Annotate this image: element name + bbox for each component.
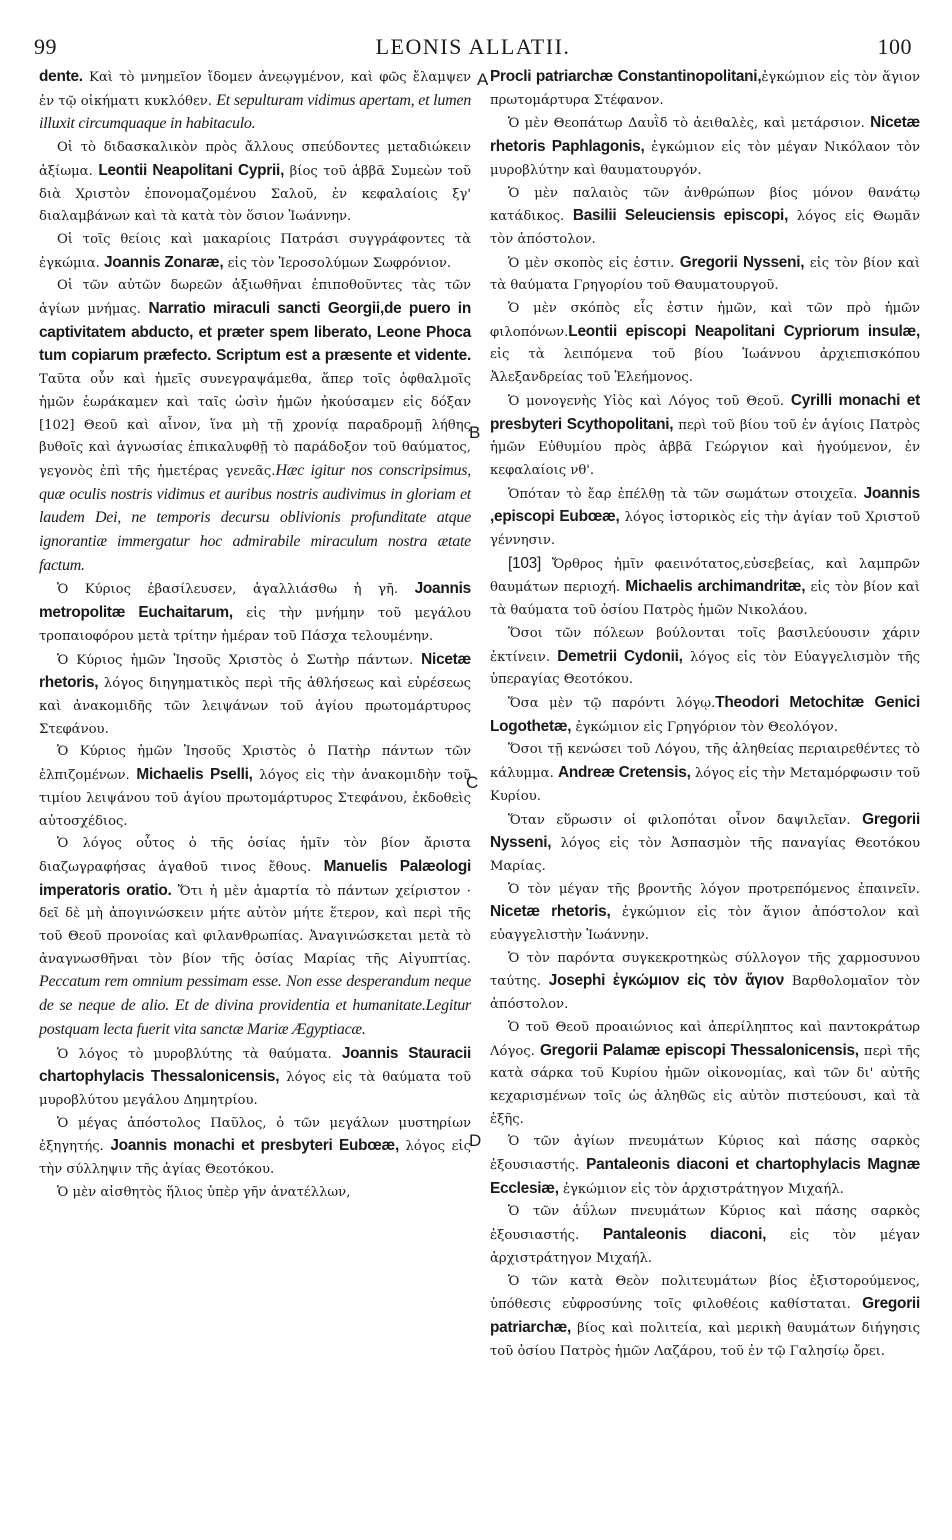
incipit: Ὁ τὸν μέγαν τῆς βροντῆς λόγον προτρεπόμενος ἐπαινεῖν.	[508, 881, 920, 897]
author-name: Procli patriarchæ Constantinopolitani,	[490, 68, 762, 85]
work-title: λόγος εἰς τὸν Ἀσπασμὸν τῆς παναγίας Θεοτόκου Μαρίας.	[490, 836, 920, 874]
column-marker: [103]	[508, 554, 552, 572]
margin-letter-a: A	[477, 70, 489, 89]
work-title: εἰς τὸν Ἱεροσολύμων Σωφρόνιον.	[223, 255, 452, 271]
incipit: Ὁ μέγας ἀπόστολος Παῦλος, ὁ τῶν μεγάλων μυστηρίων ἐξηγητής.	[39, 1115, 471, 1155]
work-title: ἐγκώμιον εἰς τὸν μέγαν Νικόλαον τὸν μυροβλύτην καὶ θαυματουργόν.	[490, 140, 921, 178]
author-name: Manuelis Palæologi imperatoris oratio.	[39, 857, 471, 899]
entry-paragraph	[490, 298, 920, 390]
entry-paragraph	[39, 137, 471, 229]
author-name: Gregorii Nysseni,	[490, 810, 920, 852]
entry-paragraph	[490, 252, 920, 298]
greek-text: Καὶ τὸ μνημεῖον ἴδομεν ἀνεῳγμένον, καὶ φῶς ἔλαμψεν ἐν τῷ οἰκήματι κυκλόθεν.	[39, 70, 471, 109]
work-title: βίος τοῦ ἀββᾶ Συμεὼν τοῦ διὰ Χριστὸν ἐπονομαζομένου Σαλοῦ, ἐν κεφαλαίοις ξγ' διαλαμβάνων καὶ τὰ κατὰ τὸν ὅσιον Ἰωάννην.	[39, 163, 472, 225]
work-title: εἰς τὸν βίον καὶ τὰ θαύματα τοῦ ὁσίου Πατρὸς ἡμῶν Νικολάου.	[490, 580, 920, 619]
work-title: εἰς τὴν μνήμην τοῦ μεγάλου τροπαιοφόρου μετὰ τρίτην ἡμέραν τοῦ Πάσχα τελουμένην.	[39, 606, 472, 644]
margin-letter-c: C	[466, 773, 479, 792]
author-name: Basilii Seleuciensis episcopi,	[572, 207, 789, 225]
author-name: Michaelis archimandritæ,	[625, 578, 806, 596]
work-title: λόγος εἰς τὴν Μεταμόρφωσιν τοῦ Κυρίου.	[490, 766, 921, 804]
author-name: Pantaleonis diaconi,	[602, 1226, 767, 1244]
incipit: Ὄρθρος ἡμῖν φαεινότατος,εὐσεβείας, καὶ λαμπρῶν θαυμάτων περιοχή.	[490, 556, 920, 596]
author-name: Michaelis Pselli,	[136, 766, 253, 784]
margin-letter-d: D	[469, 1131, 482, 1150]
work-title: λόγος ἱστορικὸς εἰς τὴν ἁγίαν τοῦ Χριστοῦ γέννησιν.	[490, 510, 920, 549]
incipit: Ὁ μὲν σκοπὸς εἰς ἐστιν.	[508, 255, 680, 271]
incipit: Ὁ μὲν Θεοπάτωρ Δαυῒδ τὸ ἀειθαλὲς, καὶ μετάρσιον.	[508, 116, 871, 132]
incipit: Ὁ λόγος οὗτος ὁ τῆς ὁσίας ἡμῖν τὸν βίον ἄριστα διαζωγραφήσας ἀγαθοῦ τινος ἔθους.	[39, 836, 471, 875]
work-title: εἰς τὸν μέγαν ἀρχιστράτηγον Μιχαήλ.	[490, 1228, 920, 1266]
entry-paragraph	[490, 483, 920, 553]
left-column	[39, 66, 471, 1204]
incipit: Οἱ τοῖς θείοις καὶ μακαρίοις Πατράσι συγγράφοντες τὰ ἐγκώμια.	[39, 231, 471, 271]
author-name: Leontii episcopi Neapolitani Cypriorum insulæ,	[568, 322, 920, 340]
incipit: Ὁ Κύριος ἡμῶν Ἰησοῦς Χριστὸς ὁ Πατὴρ πάντων τῶν ἐλπιζομένων.	[39, 744, 471, 784]
author-name: Cyrilli monachi et presbyteri Scythopolitani,	[490, 391, 920, 433]
greek-text: Ταῦτα οὖν καὶ ἡμεῖς συνεγραψάμεθα, ἅπερ τοῖς ὀφθαλμοῖς ἡμῶν ἑωράκαμεν καὶ ταῖς ὠσὶν ἡμῶν ἠκούσαμεν εἰς δόξαν [102] Θεοῦ καὶ αἶνον, ἵνα μὴ τῇ χρονίᾳ παραδρομῇ λήθης βυθοῖς καὶ ἀγνωσίας ἐπικαλυφθῇ τὸ παράδοξον τοῦ θαύματος, γεγονὸς ἐπὶ τῆς ἡμετέρας γενεᾶς.	[39, 372, 471, 479]
entry-paragraph	[490, 1017, 920, 1132]
incipit: Οἱ τὸ διδασκαλικὸν πρὸς ἄλλους σπεύδοντες μεταδιώκειν ἀξίωμα.	[39, 140, 471, 179]
entry-paragraph	[490, 948, 920, 1017]
incipit: Ὁ μὲν παλαιὸς τῶν ἀνθρώπων βίος μόνον θανάτῳ κατάδικος.	[490, 185, 920, 225]
entry-paragraph	[39, 1113, 471, 1182]
work-title: λόγος διηγηματικὸς περὶ τῆς ἀθλήσεως καὶ εὑρέσεως καὶ ἀνακομιδῆς τῶν λειψάνων τοῦ ἁγίου πρωτομάρτυρος Στεφάνου.	[39, 676, 471, 737]
author-name: Joannis metropolitæ Euchaitarum,	[39, 580, 471, 622]
incipit: Ὁ τὸν παρόντα συγκεκροτηκὼς σύλλογον τῆς χαρμοσυνου ταύτης.	[490, 950, 920, 990]
author-name: Narratio miraculi sancti Georgii,de puero in captivitatem abducto, et præter spem liberato, Leone Phoca tum copiarum præfecto. Scriptum est a præsente et vidente.	[39, 300, 471, 365]
work-title: ἐγκώμιον εἰς Γρηγόριον τὸν Θεολόγον.	[571, 719, 838, 735]
author-name: Andreæ Cretensis,	[557, 764, 691, 782]
author-name: Gregorii Palamæ episcopi Thessalonicensis,	[539, 1041, 859, 1059]
author-name: Gregorii Nysseni,	[679, 253, 805, 271]
entry-paragraph	[39, 229, 471, 275]
work-title: Βαρθολομαῖον τὸν ἀπόστολον.	[490, 974, 921, 1013]
work-title: λόγος εἰς τὸν Εὐαγγελισμὸν τῆς ὑπεραγίας Θεοτόκου.	[490, 649, 920, 688]
work-title: περὶ τῆς κατὰ σάρκα τοῦ Κυρίου ἡμῶν οἰκονομίας, καὶ τῶν δι' αὐτῆς κεχαρισμένων τοῖς ὡς ἀληθῶς εἰς αὐτὸν πιστεύουσι, καὶ τὰ ἑξῆς.	[490, 1043, 920, 1127]
entry-paragraph	[39, 578, 471, 648]
author-name: Joannis Stauracii chartophylacis Thessalonicensis,	[39, 1044, 471, 1086]
latin-translation: Peccatum rem omnium pessimam esse. Non esse desperandum neque de se neque de alio. Et de divina providentia et humanitate.Legitur postquam lecta fuerit vita sanctæ Mariæ Ægyptiacæ.	[39, 973, 471, 1038]
incipit: Ὁ τῶν ἀΰλων πνευμάτων Κύριος καὶ πάσης σαρκὸς ἐξουσιαστής.	[490, 1204, 920, 1244]
entry-paragraph	[490, 623, 920, 692]
author-name: Gregorii patriarchæ,	[490, 1295, 920, 1336]
work-title: λόγος εἰς τὴν σύλληψιν τῆς ἁγίας Θεοτόκου.	[39, 1139, 471, 1178]
latin-text: dente.	[39, 68, 83, 85]
author-name: Pantaleonis diaconi et chartophylacis Magnæ Ecclesiæ,	[490, 1156, 921, 1197]
work-title: λόγος εἰς τὴν ἀνακομιδὴν τοῦ τιμίου λειψάνου τοῦ ἁγίου πρωτομάρτυρος Στεφάνου, ἐκδοθεὶς αὐτοσχέδιος.	[39, 768, 471, 829]
incipit: Οἱ τῶν αὐτῶν δωρεῶν ἀξιωθῆναι ἐπιποθοῦντες τὰς τῶν ἁγίων μνήμας.	[39, 278, 471, 318]
incipit: Ὅσα μὲν τῷ παρόντι λόγῳ.	[508, 695, 716, 711]
margin-letter-b: B	[469, 423, 481, 442]
author-name: Nicetæ rhetoris Paphlagonis,	[490, 114, 920, 156]
incipit: Ὅσοι τῶν πόλεων βούλονται τοῖς βασιλεύουσιν χάριν ἐκτίνειν.	[490, 625, 920, 665]
greek-text: Ὅτι ἡ μὲν ἁμαρτία τὸ πάντων χείριστον · δεῖ δὲ μὴ ἀπογινώσκειν μήτε αὐτὸν μήτε ἕτερον, καὶ περὶ τῆς τοῦ Θεοῦ προνοίας καὶ φιλανθρωπίας. Ἀναγινώσκεται μετὰ τὸ ἀναγνωσθῆναι τὸν βίον τῆς ὁσίας Μαρίας τῆς Αἰγυπτίας.	[39, 883, 471, 967]
incipit: Ὁ λόγος τὸ μυροβλύτης τὰ θαύματα.	[57, 1046, 342, 1062]
incipit: Ὁ Κύριος ἡμῶν Ἰησοῦς Χριστὸς ὁ Σωτὴρ πάντων.	[57, 652, 422, 668]
right-column	[490, 66, 920, 1363]
page-number-right: 100	[877, 34, 912, 59]
work-title: ἐγκώμιον εἰς τὸν ἅγιον ἀπόστολον καὶ εὐαγγελιστὴν Ἰωάννην.	[490, 905, 920, 944]
entry-paragraph	[490, 1271, 920, 1364]
work-title: εἰς τὸν βίον καὶ τὰ θαύματα Γρηγορίου τοῦ Θαυματουργοῦ.	[490, 255, 920, 294]
entry-paragraph	[490, 66, 920, 112]
latin-translation: Et sepulturam vidimus apertam, et lumen illuxit circumquaque in habitaculo.	[39, 91, 471, 133]
work-title: λόγος εἰς τὰ θαύματα τοῦ μυροβλύτου μεγάλου Δημητρίου.	[39, 1070, 471, 1108]
entry-paragraph	[39, 66, 471, 137]
incipit: Ὁ μονογενὴς Υἱὸς καὶ Λόγος τοῦ Θεοῦ.	[508, 393, 791, 409]
page-number-left: 99	[34, 34, 57, 59]
entry-paragraph	[490, 1201, 920, 1270]
author-name: Nicetæ rhetoris,	[39, 650, 471, 692]
entry-paragraph	[490, 692, 920, 739]
entry-paragraph	[490, 1131, 920, 1201]
incipit: Ὁ τῶν ἁγίων πνευμάτων Κύριος καὶ πάσης σαρκὸς ἐξουσιαστής.	[490, 1134, 920, 1174]
entry-paragraph	[490, 183, 920, 252]
author-name: Joannis ,episcopi Eubœæ,	[490, 484, 920, 526]
entry-paragraph	[490, 390, 920, 483]
work-title: περὶ τοῦ βίου τοῦ ἐν ἁγίοις Πατρὸς ἡμῶν Εὐθυμίου πρὸς ἀββᾶ Γεώργιον καὶ ἡγούμενον, ἐν κεφαλαίοις νθ'.	[490, 417, 920, 478]
incipit: Ὁ τῶν κατὰ Θεὸν πολιτευμάτων βίος ἐξιστορούμενος, ὑπόθεσις εὐφροσύνης τοῖς φιλοθέοις καθίσταται.	[490, 1273, 920, 1313]
entry-paragraph	[39, 275, 471, 578]
incipit: Ὁ μὲν αἰσθητὸς ἥλιος ὑπὲρ γῆν ἀνατέλλων,	[57, 1184, 351, 1200]
author-name: Demetrii Cydonii,	[557, 647, 683, 665]
incipit: Ὁ Κύριος ἐβασίλευσεν, ἀγαλλιάσθω ἡ γῆ.	[57, 582, 415, 598]
incipit: Ὁπόταν τὸ ἔαρ ἐπέλθῃ τὰ τῶν σωμάτων στοιχεῖα.	[508, 486, 864, 502]
running-title: LEONIS ALLATII.	[375, 34, 571, 59]
incipit: Ὅσοι τῇ κενώσει τοῦ Λόγου, τῆς ἀληθείας περιαιρεθέντες τὸ κάλυμμα.	[490, 742, 920, 782]
incipit: Ὅταν εὕρωσιν οἱ φιλοπόται οἶνον δαψιλεῖαν.	[508, 812, 863, 828]
entry-paragraph	[39, 649, 471, 742]
work-title: ἐγκώμιον εἰς τὸν ἅγιον πρωτομάρτυρα Στέφανον.	[490, 70, 920, 108]
incipit: Ὁ μὲν σκόπὸς εἷς ἐστιν ἡμῶν, καὶ τῶν πρὸ ἡμῶν φιλοπόνων.	[490, 301, 920, 340]
entry-paragraph	[39, 833, 471, 1042]
entry-paragraph	[39, 1043, 471, 1113]
author-name: Josephi ἐγκώμιον εἰς τὸν ἅγιον	[548, 972, 785, 990]
author-name: Leontii Neapolitani Cyprii,	[98, 161, 285, 179]
page-header	[34, 34, 912, 64]
work-title: λόγος εἰς Θωμᾶν τὸν ἀπόστολον.	[490, 209, 920, 247]
latin-translation: Hæc igitur nos conscripsimus, quæ oculis nostris vidimus et auribus nostris audivimus in gloriam et laudem Dei, ne temporis decursu oblivionis profunditate atque ignorantiæ immergatur hoc admirabile miraculum nostra ætate factum.	[39, 461, 471, 574]
entry-paragraph	[490, 112, 920, 182]
entry-paragraph	[39, 741, 471, 833]
work-title: εἰς τὰ λειπόμενα τοῦ βίου Ἰωάννου ἀρχιεπισκόπου Ἀλεξανδρείας τοῦ Ἐλεήμονος.	[490, 347, 920, 386]
entry-paragraph	[490, 739, 920, 808]
incipit: Ὁ τοῦ Θεοῦ προαιώνιος καὶ ἀπερίληπτος καὶ παντοκράτωρ Λόγος.	[490, 1019, 920, 1059]
author-name: Theodori Metochitæ Genici Logothetæ,	[490, 693, 920, 735]
work-title: βίος καὶ πολιτεία, καὶ μερικὴ θαυμάτων διήγησις τοῦ ὁσίου Πατρὸς ἡμῶν Λαζάρου, τοῦ ἐν τῷ Γαλησίῳ ὄρει.	[490, 1320, 920, 1359]
entry-paragraph	[39, 1182, 471, 1205]
entry-paragraph	[490, 553, 920, 623]
entry-paragraph	[490, 809, 920, 879]
author-name: Nicetæ rhetoris,	[490, 903, 611, 921]
author-name: Joannis Zonaræ,	[104, 253, 224, 271]
work-title: ἐγκώμιον εἰς τὸν ἀρχιστράτηγον Μιχαήλ.	[558, 1181, 844, 1197]
author-name: Joannis monachi et presbyteri Eubœæ,	[110, 1137, 399, 1155]
entry-paragraph	[490, 879, 920, 948]
